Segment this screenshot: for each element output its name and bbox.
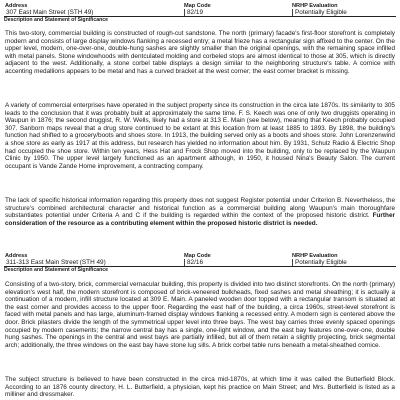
nrhp-value: Potentially Eligible	[292, 9, 396, 16]
address-label: Address	[5, 3, 28, 9]
address-label: Address	[5, 253, 28, 259]
history-paragraph: The subject structure is believed to have been constructed in the circa mid-1870s, at which time it was called the Butterfield Block. According to an 1876 county directory, H. L. Butterfield, a physician, kept his practice on Main Street; and Mrs. Butterfield is listed as a milliner and dressmaker.	[5, 376, 395, 399]
map-code-label: Map Code	[184, 253, 211, 259]
significance-conclusion: Further consideration of the resource as a contributing element within the proposed historic district is needed.	[5, 212, 395, 227]
description-paragraph: Consisting of a two-story, brick, commercial vernacular building, this property is divided into two distinct storefronts. On the north (primary) elevation's west half, the modern storefront is composed of brick-veneered bulkheads, fixed sashes and metal sheathing; it is actually a continuation of a modern, infill structure located at 309 E. Main. A paneled wooden door topped with a rectangular transom is situated at the east corner and provides access to the upper floor. Regarding the east half of the building, a circa 1960s, street-level storefront is faced with metal panels and has large, aluminum-framed display windows flanking a recessed entry. A modern sign is centered above the door. Brick pilasters divide the length of the symmetrical upper level into three bays. The west bay carries three evenly spaced openings occupied by modern casements; the narrow central bay has a single, one-light window, and the east bay features one-over-one, double hung sashes. The openings in the central and west bays are partially infilled, but all of them retain a slightly projecting, brick segmental arch; additionally, the three windows on the east bay have stone lug sills. A brick corbel table runs beneath a metal-sheathed cornice.	[5, 281, 395, 349]
section-label: Description and Statement of Significance	[4, 17, 109, 23]
significance-text: The lack of specific historical information regarding this property does not suggest Register potential under Criterion B. Nevertheless, the structure's combined architectural character and historical function as a commercial building along Waupun's main thoroughfare substantiates potential under Criteria A and C if the building is regarded within the context of the proposed historic district.	[5, 197, 395, 220]
record-header-2	[4, 252, 396, 274]
section-label: Description and Statement of Significance	[4, 267, 109, 273]
map-code-value: 82/19	[184, 9, 292, 16]
map-code-value: 82/16	[184, 259, 292, 266]
description-paragraph: This two-story, commercial building is constructed of rough-cut sandstone. The north (primary) facade's first-floor storefront is completely modern and consists of large display windows flanking a recessed entry; a metal frieze has a rectangular sign affixed to the center. On the upper level, modern, one-over-one, double-hung sashes are slightly smaller than the original openings, with the remaining space infilled with metal panels. Stone windowhoods with dentculated molding and corbeled stops are almost identical to those at 305, which is directly adjacent to the west. Additionally, a stone corbel table displays a design similar to the neighboring structure's table. A cornice with accenting medallions appears to be metal and has a curved bracket at the west corner; the east corner bracket is missing.	[5, 30, 395, 75]
significance-paragraph	[5, 197, 395, 227]
nrhp-label: NRHP Evaluation	[292, 3, 338, 9]
address-value: 307 East Main Street (STH 49)	[6, 9, 94, 16]
header-values	[4, 9, 396, 17]
header-labels	[4, 252, 396, 259]
header-values	[4, 259, 396, 267]
map-code-label: Map Code	[184, 3, 211, 9]
address-value: 311-313 East Main Street (STH 49)	[6, 259, 106, 266]
history-paragraph: A variety of commercial enterprises have operated in the subject property since its construction in the circa late 1870s. Its similarity to 305 leads to the conclusion that it was probably built at approximately the same time. F. S. Keech was one of only two druggists operating in Waupun in 1876; the second druggist, R. W. Wells, likely had a store at 313 E. Main (see below), meaning that Keech probably occupied 307. Sanborn maps reveal that a drug store continued to be extant at this location from at least 1885 to 1893. By 1898, the building's function had shifted to a grocery/boots and shoes store. In 1913, the building served only as a boots and shoes store. John Lorenzenwind a shoe store as early as 1917 at this address, but research has yielded no information about him. By 1931, Schulz Radio & Electric Shop had occupied the shoe store. Within ten years, Hess Hat and Frock Shop moved into the building, only to be replaced by the Waupun Clinic by 1950. The upper level largely functioned as an apartment although, in 1950, it housed Nina's Beauty Salon. The current occupant is Vande Zande Home improvement, a contracting company.	[5, 102, 395, 170]
record-header-1	[4, 2, 396, 24]
nrhp-value: Potentially Eligible	[292, 259, 396, 266]
nrhp-label: NRHP Evaluation	[292, 253, 338, 259]
header-labels	[4, 2, 396, 9]
